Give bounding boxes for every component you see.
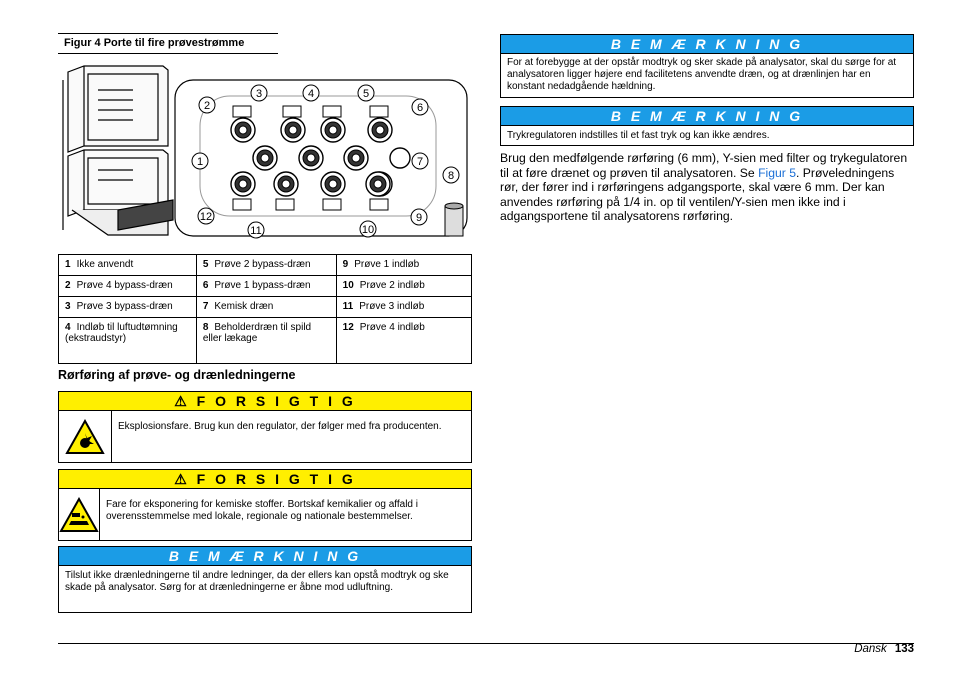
legend-cell xyxy=(59,255,197,276)
legend-text: Prøve 1 indløb xyxy=(354,259,420,270)
analyzer-sketch xyxy=(63,66,173,235)
legend-text: Prøve 4 indløb xyxy=(359,322,425,333)
footer-rule xyxy=(58,643,914,644)
callout-number: 5 xyxy=(362,88,370,100)
legend-row xyxy=(59,318,472,364)
callout-number: 10 xyxy=(361,224,375,236)
legend-text: Prøve 2 bypass-dræn xyxy=(214,259,311,270)
legend-number: 11 xyxy=(342,301,354,312)
notice-box-left xyxy=(58,546,472,613)
footer-language: Dansk xyxy=(854,643,887,655)
legend-cell xyxy=(336,255,471,276)
callout-number: 7 xyxy=(416,156,424,168)
caution-header: ⚠ F O R S I G T I G xyxy=(59,470,471,488)
legend-text: Prøve 3 indløb xyxy=(359,301,425,312)
callout-number: 4 xyxy=(307,88,315,100)
legend-text: Prøve 2 indløb xyxy=(359,280,425,291)
callout-number: 2 xyxy=(203,100,211,112)
legend-cell xyxy=(336,297,471,318)
caution-text: Fare for eksponering for kemiske stoffer. Bortskaf kemikalier og affald i overensstemmelse med lokale, regionale og nationale bestemmelser. xyxy=(106,499,418,522)
legend-number: 6 xyxy=(202,280,209,291)
chemical-hazard-icon xyxy=(59,489,100,541)
legend-number: 8 xyxy=(202,322,209,333)
legend-number: 5 xyxy=(202,259,209,270)
legend-cell xyxy=(196,318,336,364)
legend-cell xyxy=(196,255,336,276)
page-number: 133 xyxy=(894,643,914,655)
legend-text: Kemisk dræn xyxy=(214,301,274,312)
warning-triangle-icon: ⚠ xyxy=(174,393,190,409)
legend-cell xyxy=(196,297,336,318)
legend-number: 7 xyxy=(202,301,209,312)
legend-number: 3 xyxy=(65,301,71,312)
legend-text: Ikke anvendt xyxy=(76,259,134,270)
legend-text: Prøve 3 bypass-dræn xyxy=(76,301,173,312)
legend-number: 4 xyxy=(65,322,71,333)
callout-number: 12 xyxy=(199,211,213,223)
notice-text: For at forebygge at der opstår modtryk og sker skade på analysator, skal du sørge for at analysatoren ligger højere end facilitetens anvendte dræn, og at drænlinjen har en konstant nedadgående hældning. xyxy=(501,53,913,96)
legend-text: Beholderdræn til spild eller lækage xyxy=(202,322,312,344)
section-title: Rørføring af prøve- og drænledningerne xyxy=(58,368,296,382)
caution-text: Eksplosionsfare. Brug kun den regulator, der følger med fra producenten. xyxy=(118,421,442,432)
footer xyxy=(854,643,914,655)
notice-text: Trykregulatoren indstilles til et fast tryk og kan ikke ændres. xyxy=(501,125,913,146)
explosion-hazard-icon xyxy=(59,411,112,463)
legend-table xyxy=(58,254,472,364)
legend-row xyxy=(59,255,472,276)
callout-number: 8 xyxy=(447,170,455,182)
legend-row xyxy=(59,276,472,297)
notice-header: B E M Æ R K N I N G xyxy=(501,35,913,53)
notice-text: Tilslut ikke drænledningerne til andre ledninger, da der ellers kan opstå modtryk og ske skade på analysator. Sørg for at drænledningerne er åbne mod udluftning. xyxy=(59,565,471,598)
legend-text: Indløb til luftudtømning (ekstraudstyr) xyxy=(65,322,178,344)
legend-number: 10 xyxy=(342,280,354,291)
legend-number: 1 xyxy=(65,259,71,270)
callout-number: 1 xyxy=(196,156,204,168)
ports-figure xyxy=(58,60,472,246)
caution-box-2 xyxy=(58,469,472,541)
notice-header: B E M Æ R K N I N G xyxy=(501,107,913,125)
legend-number: 12 xyxy=(342,322,354,333)
legend-cell xyxy=(59,318,197,364)
figure-5-link[interactable]: Figur 5 xyxy=(758,165,797,180)
legend-cell xyxy=(59,297,197,318)
legend-text: Prøve 4 bypass-dræn xyxy=(76,280,173,291)
caution-header: ⚠ F O R S I G T I G xyxy=(59,392,471,410)
legend-cell xyxy=(59,276,197,297)
legend-cell xyxy=(336,318,471,364)
caution-box-1 xyxy=(58,391,472,463)
notice-box-right-1 xyxy=(500,34,914,98)
callout-number: 6 xyxy=(416,102,424,114)
legend-cell xyxy=(336,276,471,297)
legend-cell xyxy=(196,276,336,297)
callout-number: 3 xyxy=(255,88,263,100)
notice-header: B E M Æ R K N I N G xyxy=(59,547,471,565)
warning-triangle-icon: ⚠ xyxy=(174,471,190,487)
notice-box-right-2 xyxy=(500,106,914,146)
callout-number: 11 xyxy=(250,225,262,237)
legend-number: 9 xyxy=(342,259,349,270)
figure-caption: Figur 4 Porte til fire prøvestrømme xyxy=(58,33,278,54)
body-paragraph: Brug den medfølgende rørføring (6 mm), Y-sien med filter og trykegulatoren til at føre drænet og prøven til analysatoren. Se Figur 5. Prøveledningens rør, der fører ind i rørføringens adgangsporte, skal være 6 mm. Der kan anvendes rørføring på 1/4 in. op til ventilen/Y-sien men ikke ind i adgangsportene til analysatorens rørføring. xyxy=(500,151,908,223)
unused-port xyxy=(390,148,410,168)
container-drain-icon xyxy=(445,203,463,236)
callout-number: 9 xyxy=(415,212,423,224)
legend-row xyxy=(59,297,472,318)
legend-text: Prøve 1 bypass-dræn xyxy=(214,280,311,291)
legend-number: 2 xyxy=(65,280,71,291)
